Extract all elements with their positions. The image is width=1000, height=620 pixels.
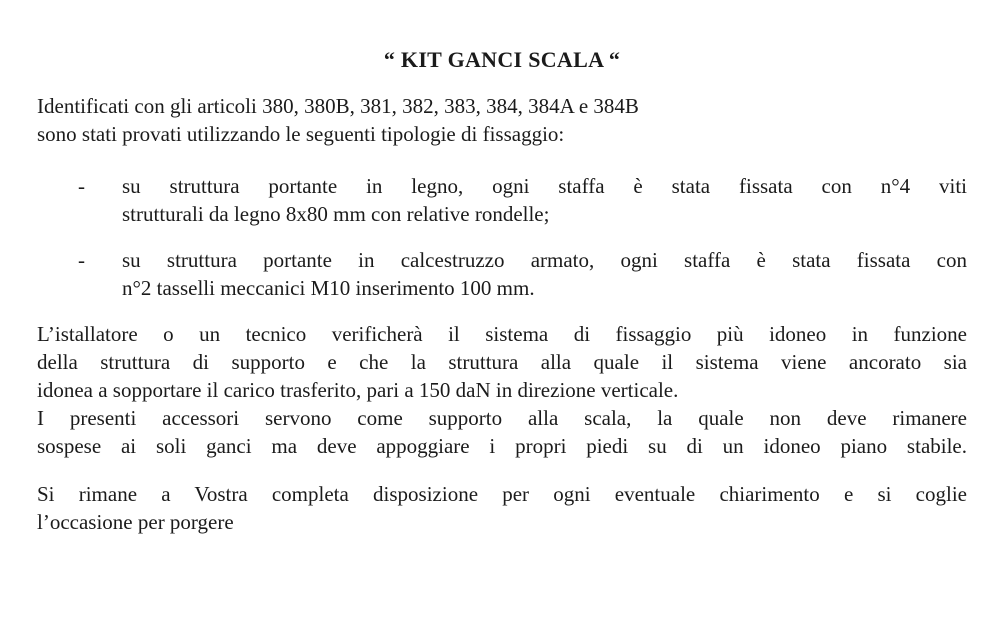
bullet-text	[122, 246, 967, 302]
bullet-item	[37, 246, 967, 302]
text-line: L’istallatore o un tecnico verificherà il sistema di fissaggio più idoneo in funzione	[37, 322, 967, 346]
text-line: idonea a sopportare il carico trasferito, pari a 150 daN in direzione verticale.	[37, 378, 679, 402]
text-line: strutturali da legno 8x80 mm con relative rondelle;	[122, 202, 550, 226]
closing-paragraph	[37, 480, 967, 536]
text-line: l’occasione per porgere	[37, 510, 234, 534]
bullet-dash: -	[78, 248, 85, 272]
document-title: “ KIT GANCI SCALA “	[383, 47, 621, 72]
text-line: I presenti accessori servono come supporto alla scala, la quale non deve rimanere	[37, 406, 967, 430]
text-line: su struttura portante in calcestruzzo armato, ogni staffa è stata fissata con	[122, 248, 967, 272]
text-line: della struttura di supporto e che la struttura alla quale il sistema viene ancorato sia	[37, 350, 967, 374]
text-line: sono stati provati utilizzando le seguenti tipologie di fissaggio:	[37, 122, 565, 146]
text-line: n°2 tasselli meccanici M10 inserimento 100 mm.	[122, 276, 535, 300]
text-line: Si rimane a Vostra completa disposizione per ogni eventuale chiarimento e si coglie	[37, 482, 967, 506]
text-line: su struttura portante in legno, ogni staffa è stata fissata con n°4 viti	[122, 174, 967, 198]
bullet-text	[122, 172, 967, 228]
intro-paragraph	[37, 92, 967, 148]
bullet-dash: -	[78, 174, 85, 198]
text-line: sospese ai soli ganci ma deve appoggiare i propri piedi su di un idoneo piano stabile.	[37, 434, 967, 458]
text-line: Identificati con gli articoli 380, 380B, 381, 382, 383, 384, 384A e 384B	[37, 94, 639, 118]
body-paragraph	[37, 320, 967, 460]
bullet-item	[37, 172, 967, 228]
